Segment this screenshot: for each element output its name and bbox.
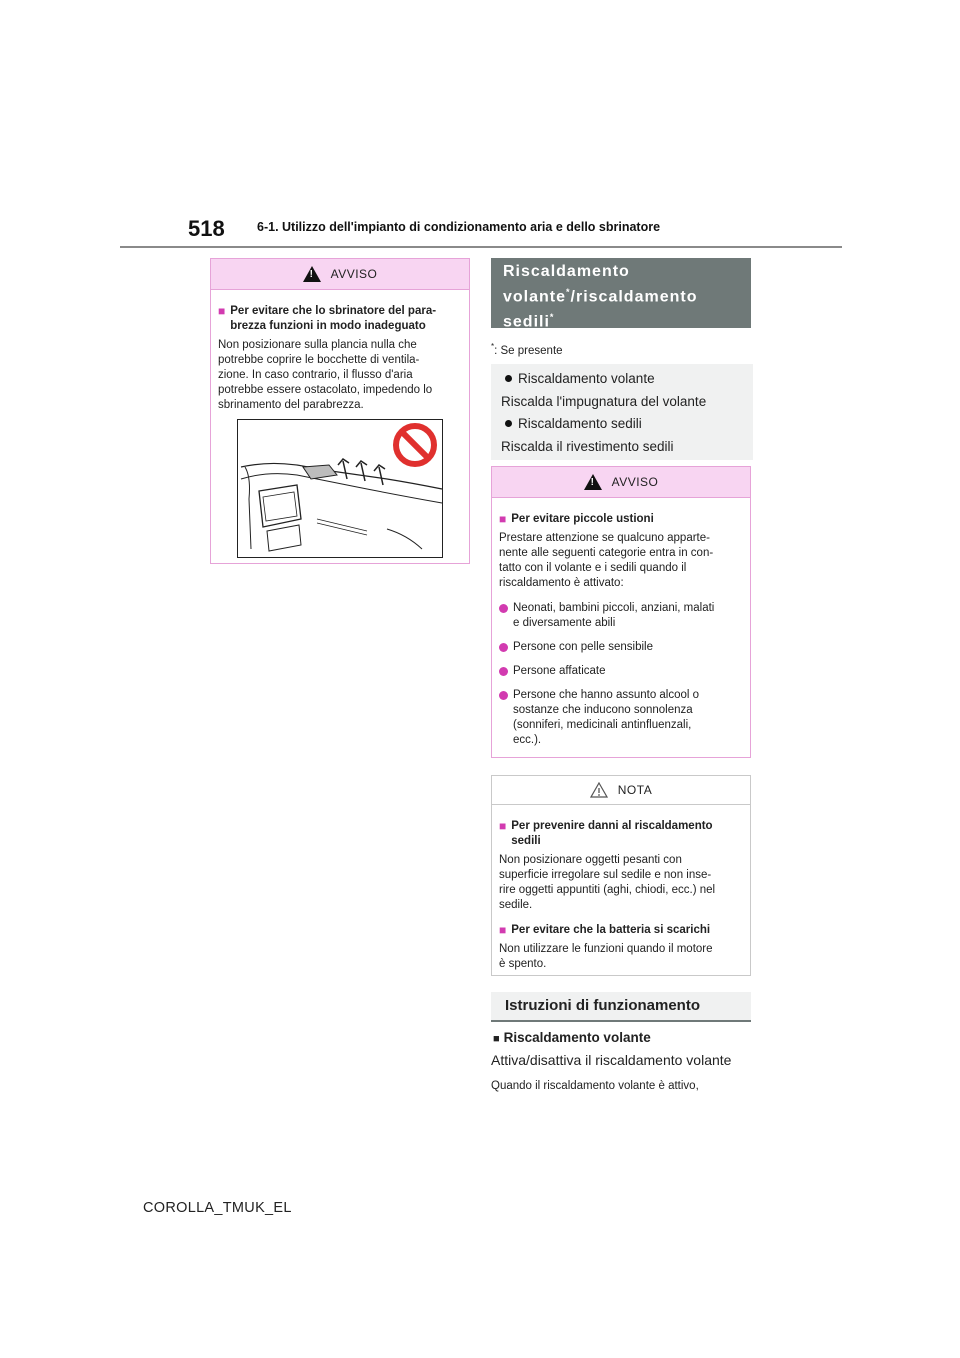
note-label: NOTA	[617, 783, 653, 797]
feature-desc: Riscalda il rivestimento sedili	[501, 438, 674, 454]
feature-item: Riscaldamento sedili	[501, 413, 743, 436]
square-bullet-icon: ■	[499, 819, 507, 833]
bullet-dot-icon	[505, 420, 512, 427]
caution-triangle-icon	[590, 782, 608, 798]
feature-desc: Riscalda l'impugnatura del volante	[501, 393, 707, 409]
warning-header	[211, 259, 469, 290]
note-body: Non utilizzare le funzioni quando il motore è spento.	[499, 943, 713, 970]
note-title: ■ Per evitare che la batteria si scarichi	[499, 923, 711, 937]
note-box	[491, 775, 751, 976]
warning-body: Prestare attenzione se qualcuno apparte- nente alle seguenti categorie entra in con- tatto con il volante e i sedili quando il riscaldamento è attivato:	[499, 532, 714, 589]
warning-triangle-icon	[303, 266, 321, 282]
warning-triangle-icon	[584, 474, 602, 490]
bullet-dot-icon	[499, 643, 508, 652]
operation-note: Quando il riscaldamento volante è attivo,	[491, 1080, 699, 1092]
left-warning-box	[210, 258, 470, 564]
warning-title: ■ Per evitare che lo sbrinatore del para- brezza funzioni in modo inadeguato	[218, 304, 437, 332]
section-heading-operation: Istruzioni di funzionamento	[491, 992, 751, 1022]
footnote: *: Se presente	[491, 342, 563, 357]
bullet-dot-icon	[499, 691, 508, 700]
warning-body: Non posizionare sulla plancia nulla che potrebbe coprire le bocchette di ventila- zione. In caso contrario, il flusso d'aria potrebbe essere ostacolato, impedendo lo sbrinamento del parabrezza.	[218, 339, 433, 411]
bullet-dot-icon	[499, 604, 508, 613]
page-number: 518	[188, 216, 225, 241]
note-body: Non posizionare oggetti pesanti con superficie irregolare sul sedile e non inse- rire oggetti appuntiti (aghi, chiodi, ecc.) nel sedile.	[499, 854, 716, 911]
operation-desc: Attiva/disattiva il riscaldamento volante	[491, 1052, 732, 1068]
note-title: ■ Per prevenire danni al riscaldamento sedili	[499, 819, 713, 847]
warning-label: AVVISO	[611, 475, 659, 489]
dashboard-illustration	[237, 419, 443, 558]
square-bullet-icon: ■	[499, 512, 507, 526]
list-item: Persone che hanno assunto alcool o sostanze che inducono sonnolenza (sonniferi, medicinali antinfluenzali, ecc.).	[499, 688, 743, 748]
heating-features-panel	[491, 364, 753, 460]
note-header	[492, 776, 750, 805]
chapter-title: 6-1. Utilizzo dell'impianto di condizionamento aria e dello sbrinatore	[257, 220, 661, 234]
square-bullet-icon: ■	[218, 304, 226, 318]
square-bullet-icon: ■	[493, 1033, 500, 1045]
bullet-dot-icon	[505, 375, 512, 382]
list-item: Neonati, bambini piccoli, anziani, malati e diversamente abili	[499, 601, 743, 631]
list-item: Persone affaticate	[499, 664, 743, 679]
warning-label: AVVISO	[330, 267, 378, 281]
warning-header	[492, 467, 750, 498]
feature-item: Riscaldamento volante	[501, 368, 743, 391]
list-item: Persone con pelle sensibile	[499, 640, 743, 655]
right-warning-box	[491, 466, 751, 758]
section-heading-heating: Riscaldamento volante*/riscaldamento sedili*	[491, 258, 751, 328]
model-code: COROLLA_TMUK_EL	[143, 1200, 292, 1216]
bullet-dot-icon	[499, 667, 508, 676]
page-header	[120, 216, 842, 248]
operation-subtitle: ■ Riscaldamento volante	[493, 1030, 651, 1045]
warning-title: ■ Per evitare piccole ustioni	[499, 512, 654, 526]
square-bullet-icon: ■	[499, 923, 507, 937]
